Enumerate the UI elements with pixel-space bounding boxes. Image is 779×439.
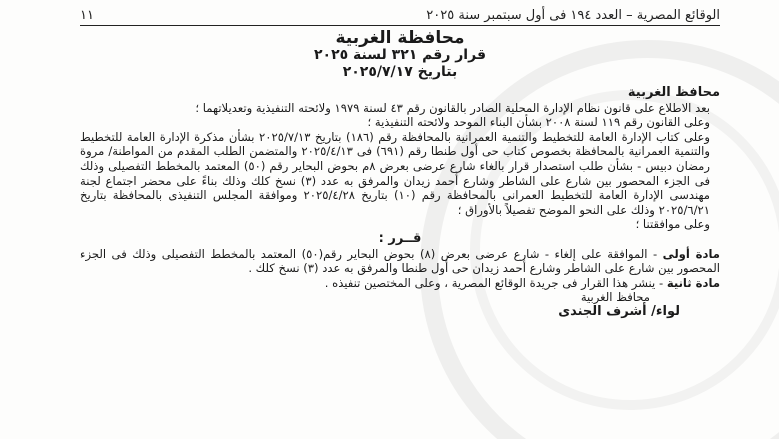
decree-body [80,86,720,320]
preamble-paragraph: بعد الاطلاع على قانون نظام الإدارة المحلية الصادر بالقانون رقم ٤٣ لسنة ١٩٧٩ ولائحته التنفيذية وتعديلاتهما ؛ [195,100,710,115]
decided-heading: قــرر : [378,230,422,246]
decree-number: قرار رقم ٣٢١ لسنة ٢٠٢٥ [314,47,486,63]
article-label: مادة أولى [662,246,720,261]
preamble-paragraph: وعلى كتاب الإدارة العامة للتخطيط والتنمية العمرانية بالمحافظة رقم (١٨٦) بتاريخ ٢٠٢٥/٧/١٣ بشأن مذكرة الإدارة العامة للتخطيط والتنمية العمرانية بالمحافظة بخصوص كتاب حى أول طنطا رقم (٦٩١) فى ٢٠٢٥/٤/١٣ والمتضمن الطلب المقدم من المواطنة/ مروة رمضان دبيس - بشأن طلب استصدار قرار بالغاء شارع عرضى بعرض ٨م بحوض البحاير رقم (٥٠) المعتمد بالمخطط التفصيلى وذلك فى الجزء المحصور بين شارع على الشاطر وشارع أحمد زيدان والمرفق به عدد (٣) نسخ كلك وذلك بناءً على محضر اجتماع لجنة مهندسى الإدارة العامة للتخطيط العمرانى بالمحافظة رقم (١٠) بتاريخ ٢٠٢٥/٤/٢٨ وموافقة المجلس التنفيذى بالمحافظة بتاريخ ٢٠٢٥/٦/٢١ وذلك على النحو الموضح تفصيلاً بالأوراق ؛ [80,129,711,217]
article-text: - ينشر هذا القرار فى جريدة الوقائع المصرية ، وعلى المختصين تنفيذه . [324,275,664,290]
issuing-authority: محافظ الغربية [627,85,720,100]
decree-date: بتاريخ ٢٠٢٥/٧/١٧ [342,64,458,80]
preamble-paragraph: وعلى القانون رقم ١١٩ لسنة ٢٠٠٨ بشأن البناء الموحد ولائحته التنفيذية ؛ [367,115,710,130]
article-1 [80,247,720,276]
article-text: - الموافقة على إلغاء - شارع عرضى بعرض (٨) بحوض البحاير رقم(٥٠) المعتمد بالمخطط التفصيلى وذلك فى الجزء المحصور بين شارع على الشاطر وشارع أحمد زيدان حى أول طنطا والمرفق به عدد (٣) نسخ كلك . [80,246,720,276]
header-rule [80,25,720,26]
running-title: الوقائع المصرية – العدد ١٩٤ فى أول سبتمبر سنة ٢٠٢٥ [426,7,720,23]
signature-title: محافظ الغربية [580,290,650,305]
signature-name: لواء/ أشرف الجندى [558,303,680,319]
article-label: مادة ثانية [666,275,720,290]
running-header [80,5,720,25]
preamble-paragraph: وعلى موافقتنا ؛ [635,217,710,232]
page-number: ١١ [80,7,94,23]
article-2 [80,276,720,291]
decree-titles [80,30,720,81]
governorate-title: محافظة الغربية [335,28,465,48]
